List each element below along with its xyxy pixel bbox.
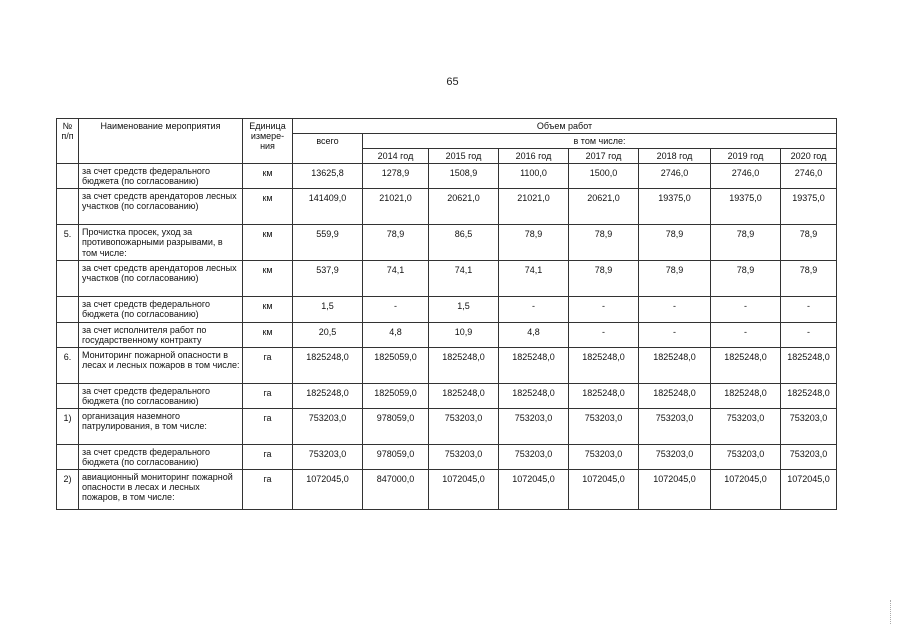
activity-name-cell: за счет исполнителя работ по государственному контракту xyxy=(79,322,243,347)
row-number-cell xyxy=(57,297,79,322)
year-value-cell: 20621,0 xyxy=(429,189,499,225)
table-row xyxy=(57,444,837,469)
total-cell: 753203,0 xyxy=(293,408,363,444)
year-value-cell: 753203,0 xyxy=(429,408,499,444)
row-number-cell xyxy=(57,322,79,347)
header-year: 2020 год xyxy=(781,149,837,164)
year-value-cell: 21021,0 xyxy=(499,189,569,225)
year-value-cell: - xyxy=(569,297,639,322)
year-value-cell: 1500,0 xyxy=(569,164,639,189)
year-value-cell: - xyxy=(499,297,569,322)
header-total: всего xyxy=(293,134,363,164)
activity-name-cell: авиационный мониторинг пожарной опасности в лесах и лесных пожаров, в том числе: xyxy=(79,470,243,510)
unit-cell: км xyxy=(243,164,293,189)
year-value-cell: 78,9 xyxy=(639,261,711,297)
year-value-cell: 1072045,0 xyxy=(639,470,711,510)
year-value-cell: 1825248,0 xyxy=(429,347,499,383)
table-body xyxy=(57,164,837,510)
year-value-cell: 21021,0 xyxy=(363,189,429,225)
year-value-cell: 78,9 xyxy=(569,261,639,297)
year-value-cell: 1278,9 xyxy=(363,164,429,189)
year-value-cell: - xyxy=(569,322,639,347)
total-cell: 20,5 xyxy=(293,322,363,347)
year-value-cell: 2746,0 xyxy=(639,164,711,189)
table-row xyxy=(57,347,837,383)
total-cell: 1,5 xyxy=(293,297,363,322)
year-value-cell: 1825248,0 xyxy=(781,347,837,383)
unit-cell: км xyxy=(243,322,293,347)
year-value-cell: 978059,0 xyxy=(363,444,429,469)
row-number-cell xyxy=(57,383,79,408)
year-value-cell: 753203,0 xyxy=(781,444,837,469)
row-number-cell: 2) xyxy=(57,470,79,510)
unit-cell: га xyxy=(243,444,293,469)
year-value-cell: 78,9 xyxy=(711,261,781,297)
activity-name-cell: Мониторинг пожарной опасности в лесах и лесных пожаров в том числе: xyxy=(79,347,243,383)
year-value-cell: 847000,0 xyxy=(363,470,429,510)
year-value-cell: 74,1 xyxy=(499,261,569,297)
activity-name-cell: Прочистка просек, уход за противопожарными разрывами, в том числе: xyxy=(79,225,243,261)
year-value-cell: 1072045,0 xyxy=(711,470,781,510)
year-value-cell: 753203,0 xyxy=(639,444,711,469)
activity-name-cell: организация наземного патрулирования, в том числе: xyxy=(79,408,243,444)
total-cell: 1825248,0 xyxy=(293,383,363,408)
year-value-cell: 78,9 xyxy=(781,225,837,261)
unit-cell: км xyxy=(243,297,293,322)
table-row xyxy=(57,408,837,444)
year-value-cell: 753203,0 xyxy=(569,444,639,469)
year-value-cell: 78,9 xyxy=(499,225,569,261)
year-value-cell: - xyxy=(639,322,711,347)
year-value-cell: 1825248,0 xyxy=(639,383,711,408)
year-value-cell: 10,9 xyxy=(429,322,499,347)
unit-cell: га xyxy=(243,347,293,383)
row-number-cell xyxy=(57,164,79,189)
year-value-cell: 1072045,0 xyxy=(781,470,837,510)
year-value-cell: 86,5 xyxy=(429,225,499,261)
year-value-cell: - xyxy=(781,297,837,322)
year-value-cell: 78,9 xyxy=(569,225,639,261)
year-value-cell: 20621,0 xyxy=(569,189,639,225)
header-year: 2019 год xyxy=(711,149,781,164)
year-value-cell: 78,9 xyxy=(781,261,837,297)
table-row xyxy=(57,297,837,322)
year-value-cell: 2746,0 xyxy=(781,164,837,189)
total-cell: 537,9 xyxy=(293,261,363,297)
activity-name-cell: за счет средств арендаторов лесных участков (по согласованию) xyxy=(79,189,243,225)
year-value-cell: 1100,0 xyxy=(499,164,569,189)
table-row xyxy=(57,261,837,297)
table-row xyxy=(57,164,837,189)
activity-name-cell: за счет средств федерального бюджета (по согласованию) xyxy=(79,164,243,189)
unit-cell: га xyxy=(243,383,293,408)
year-value-cell: 74,1 xyxy=(429,261,499,297)
year-value-cell: 78,9 xyxy=(711,225,781,261)
year-value-cell: 1072045,0 xyxy=(429,470,499,510)
year-value-cell: 4,8 xyxy=(499,322,569,347)
header-year: 2017 год xyxy=(569,149,639,164)
year-value-cell: 19375,0 xyxy=(711,189,781,225)
header-year: 2016 год xyxy=(499,149,569,164)
total-cell: 753203,0 xyxy=(293,444,363,469)
total-cell: 1072045,0 xyxy=(293,470,363,510)
table-row xyxy=(57,470,837,510)
year-value-cell: 753203,0 xyxy=(499,444,569,469)
year-value-cell: 19375,0 xyxy=(639,189,711,225)
year-value-cell: 978059,0 xyxy=(363,408,429,444)
unit-cell: км xyxy=(243,261,293,297)
activity-name-cell: за счет средств арендаторов лесных участков (по согласованию) xyxy=(79,261,243,297)
header-unit: Единица измере-ния xyxy=(243,119,293,164)
year-value-cell: - xyxy=(711,322,781,347)
page-number: 65 xyxy=(446,76,459,88)
year-value-cell: 1072045,0 xyxy=(499,470,569,510)
works-table xyxy=(56,118,837,510)
header-year: 2018 год xyxy=(639,149,711,164)
unit-cell: км xyxy=(243,225,293,261)
unit-cell: га xyxy=(243,408,293,444)
year-value-cell: 78,9 xyxy=(639,225,711,261)
year-value-cell: 1825059,0 xyxy=(363,383,429,408)
year-value-cell: - xyxy=(639,297,711,322)
scan-edge-marks xyxy=(890,600,893,624)
row-number-cell: 5. xyxy=(57,225,79,261)
row-number-cell xyxy=(57,261,79,297)
year-value-cell: 753203,0 xyxy=(569,408,639,444)
row-number-cell xyxy=(57,444,79,469)
total-cell: 13625,8 xyxy=(293,164,363,189)
year-value-cell: 1508,9 xyxy=(429,164,499,189)
year-value-cell: 2746,0 xyxy=(711,164,781,189)
year-value-cell: 753203,0 xyxy=(781,408,837,444)
year-value-cell: 4,8 xyxy=(363,322,429,347)
year-value-cell: - xyxy=(781,322,837,347)
year-value-cell: 1825248,0 xyxy=(569,347,639,383)
header-year: 2015 год xyxy=(429,149,499,164)
activity-name-cell: за счет средств федерального бюджета (по согласованию) xyxy=(79,444,243,469)
table-row xyxy=(57,225,837,261)
header-volume: Объем работ xyxy=(293,119,837,134)
year-value-cell: 1072045,0 xyxy=(569,470,639,510)
year-value-cell: 1825248,0 xyxy=(569,383,639,408)
year-value-cell: 753203,0 xyxy=(711,408,781,444)
header-year: 2014 год xyxy=(363,149,429,164)
year-value-cell: 1825248,0 xyxy=(711,383,781,408)
activity-name-cell: за счет средств федерального бюджета (по согласованию) xyxy=(79,383,243,408)
total-cell: 1825248,0 xyxy=(293,347,363,383)
year-value-cell: 1825248,0 xyxy=(429,383,499,408)
year-value-cell: 753203,0 xyxy=(639,408,711,444)
table-row xyxy=(57,189,837,225)
year-value-cell: 1825248,0 xyxy=(499,383,569,408)
year-value-cell: 753203,0 xyxy=(711,444,781,469)
year-value-cell: 1825248,0 xyxy=(711,347,781,383)
year-value-cell: 1825248,0 xyxy=(781,383,837,408)
header-name: Наименование мероприятия xyxy=(79,119,243,164)
year-value-cell: 753203,0 xyxy=(429,444,499,469)
year-value-cell: - xyxy=(363,297,429,322)
row-number-cell xyxy=(57,189,79,225)
year-value-cell: - xyxy=(711,297,781,322)
table-header xyxy=(57,119,837,164)
year-value-cell: 19375,0 xyxy=(781,189,837,225)
row-number-cell: 1) xyxy=(57,408,79,444)
year-value-cell: 753203,0 xyxy=(499,408,569,444)
header-in-that: в том числе: xyxy=(363,134,837,149)
unit-cell: км xyxy=(243,189,293,225)
year-value-cell: 1,5 xyxy=(429,297,499,322)
year-value-cell: 74,1 xyxy=(363,261,429,297)
table-row xyxy=(57,322,837,347)
year-value-cell: 1825248,0 xyxy=(499,347,569,383)
total-cell: 559,9 xyxy=(293,225,363,261)
header-num: № п/п xyxy=(57,119,79,164)
activity-name-cell: за счет средств федерального бюджета (по согласованию) xyxy=(79,297,243,322)
year-value-cell: 78,9 xyxy=(363,225,429,261)
year-value-cell: 1825248,0 xyxy=(639,347,711,383)
unit-cell: га xyxy=(243,470,293,510)
table-row xyxy=(57,383,837,408)
total-cell: 141409,0 xyxy=(293,189,363,225)
year-value-cell: 1825059,0 xyxy=(363,347,429,383)
row-number-cell: 6. xyxy=(57,347,79,383)
